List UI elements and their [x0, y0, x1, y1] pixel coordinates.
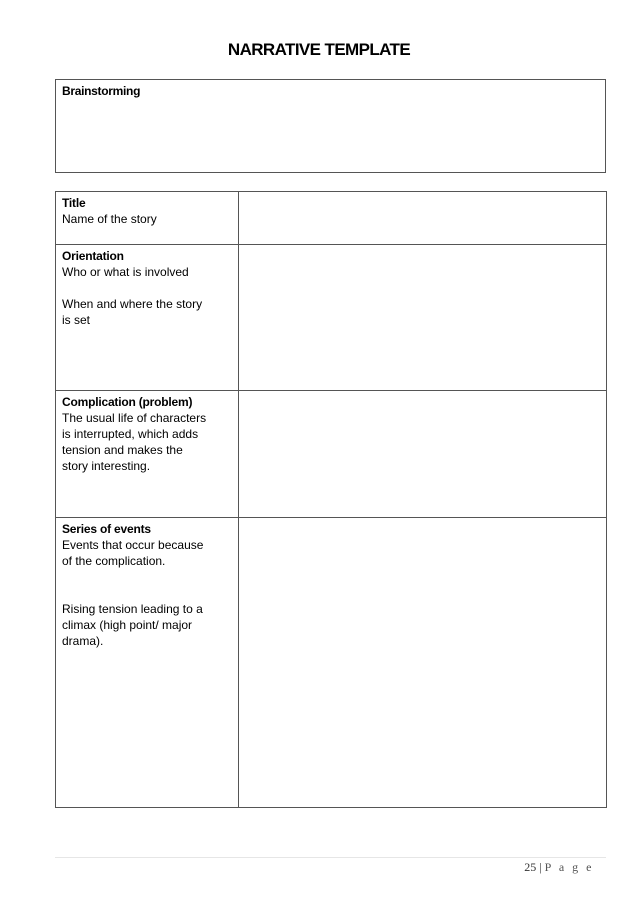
answer-cell-title[interactable]: [239, 192, 607, 245]
prompt-cell-title: [56, 192, 239, 245]
answer-cell-series-of-events[interactable]: [239, 518, 607, 808]
brainstorming-label: Brainstorming: [62, 84, 141, 98]
narrative-table: [55, 191, 607, 808]
prompt-description-line: When and where the story: [62, 297, 203, 311]
prompt-description-line: is interrupted, which adds: [62, 427, 199, 441]
prompt-description-line: climax (high point/ major: [62, 618, 193, 632]
template-row-title: [56, 192, 607, 245]
prompt-cell-orientation: [56, 245, 239, 391]
prompt-heading: Title: [62, 196, 86, 210]
brainstorming-box[interactable]: [55, 79, 606, 173]
prompt-description-line: tension and makes the: [62, 443, 183, 457]
prompt-spacer: [62, 280, 234, 296]
prompt-description-line: is set: [62, 313, 91, 327]
prompt-description-line: Who or what is involved: [62, 265, 189, 279]
template-row-series-of-events: [56, 518, 607, 808]
template-row-orientation: [56, 245, 607, 391]
prompt-description-line: of the complication.: [62, 554, 166, 568]
answer-cell-complication[interactable]: [239, 391, 607, 518]
footer-separator: |: [539, 860, 542, 874]
page-number: 25: [524, 860, 537, 874]
page-title: NARRATIVE TEMPLATE: [227, 40, 411, 59]
prompt-description-line: Rising tension leading to a: [62, 602, 203, 616]
prompt-cell-complication: [56, 391, 239, 518]
template-row-complication: [56, 391, 607, 518]
prompt-heading: Orientation: [62, 249, 124, 263]
prompt-heading: Series of events: [62, 522, 151, 536]
footer-divider: [55, 857, 606, 858]
page-word: P a g e: [544, 860, 594, 874]
prompt-description-line: drama).: [62, 634, 104, 648]
prompt-cell-series-of-events: [56, 518, 239, 808]
prompt-description-line: Events that occur because: [62, 538, 204, 552]
prompt-heading: Complication (problem): [62, 395, 193, 409]
prompt-description-line: Name of the story: [62, 212, 157, 226]
prompt-spacer: [62, 569, 234, 585]
prompt-spacer: [62, 585, 234, 601]
prompt-description-line: story interesting.: [62, 459, 151, 473]
page-footer: [524, 860, 594, 875]
prompt-description-line: The usual life of characters: [62, 411, 207, 425]
answer-cell-orientation[interactable]: [239, 245, 607, 391]
